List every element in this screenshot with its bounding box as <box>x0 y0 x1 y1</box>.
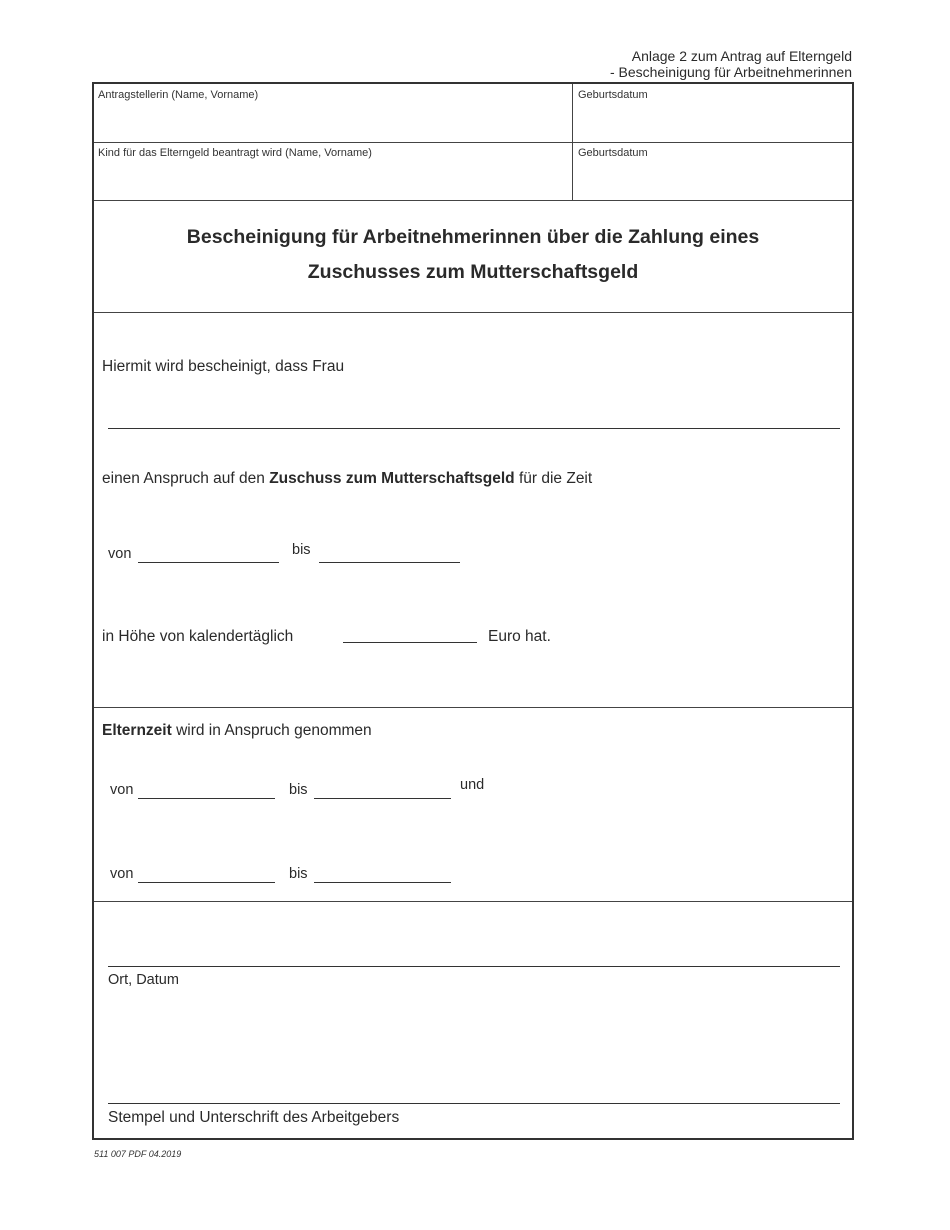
applicant-divider <box>572 84 573 142</box>
claim-sentence <box>102 470 592 488</box>
parental-leave-heading <box>102 722 372 740</box>
leave-and-label: und <box>460 777 485 793</box>
form-code: 511 007 PDF 04.2019 <box>94 1149 182 1159</box>
title-line-1: Bescheinigung für Arbeitnehmerinnen über die Zahlung eines <box>186 226 760 248</box>
leave1-to-label: bis <box>289 782 308 798</box>
claim-suffix: für die Zeit <box>514 470 593 487</box>
form-title <box>94 220 852 290</box>
place-date-line[interactable] <box>108 966 840 967</box>
form-frame <box>92 82 854 1140</box>
leave2-from-label: von <box>110 866 134 882</box>
child-name-label: Kind für das Elterngeld beantragt wird (Name, Vorname) <box>98 147 372 159</box>
claim-from-input[interactable] <box>138 562 279 563</box>
claim-prefix: einen Anspruch auf den <box>102 470 270 487</box>
name-input-line[interactable] <box>108 428 840 429</box>
document-header <box>610 48 852 80</box>
leave2-to-label: bis <box>289 866 308 882</box>
place-date-label: Ort, Datum <box>108 972 179 988</box>
applicant-name-label: Antragstellerin (Name, Vorname) <box>98 89 259 101</box>
signature-section <box>94 901 852 1138</box>
parental-leave-rest: wird in Anspruch genommen <box>171 722 372 739</box>
amount-suffix: Euro hat. <box>488 628 551 645</box>
certification-intro: Hiermit wird bescheinigt, dass Frau <box>102 358 345 375</box>
leave1-from-label: von <box>110 782 134 798</box>
header-line-2: - Bescheinigung für Arbeitnehmerinnen <box>609 64 852 80</box>
parental-leave-section <box>94 707 852 902</box>
leave1-from-input[interactable] <box>138 798 275 799</box>
claim-bold: Zuschuss zum Mutterschaftsgeld <box>269 470 515 487</box>
parental-leave-bold: Elternzeit <box>102 722 172 739</box>
amount-prefix: in Höhe von kalendertäglich <box>102 628 294 645</box>
child-row <box>94 142 852 201</box>
title-line-2: Zuschusses zum Mutterschaftsgeld <box>307 261 639 283</box>
certification-section <box>94 312 852 708</box>
claim-to-input[interactable] <box>319 562 460 563</box>
claim-from-label: von <box>108 546 132 562</box>
title-section <box>94 200 852 313</box>
applicant-birthdate-label: Geburtsdatum <box>578 89 648 101</box>
leave2-to-input[interactable] <box>314 882 451 883</box>
leave2-from-input[interactable] <box>138 882 275 883</box>
amount-input[interactable] <box>343 642 477 643</box>
header-line-1: Anlage 2 zum Antrag auf Elterngeld <box>631 48 852 64</box>
child-divider <box>572 142 573 200</box>
claim-to-label: bis <box>292 542 311 558</box>
stamp-signature-label: Stempel und Unterschrift des Arbeitgebers <box>108 1109 400 1126</box>
leave1-to-input[interactable] <box>314 798 451 799</box>
child-birthdate-label: Geburtsdatum <box>578 147 648 159</box>
signature-line[interactable] <box>108 1103 840 1104</box>
applicant-row <box>94 84 852 143</box>
